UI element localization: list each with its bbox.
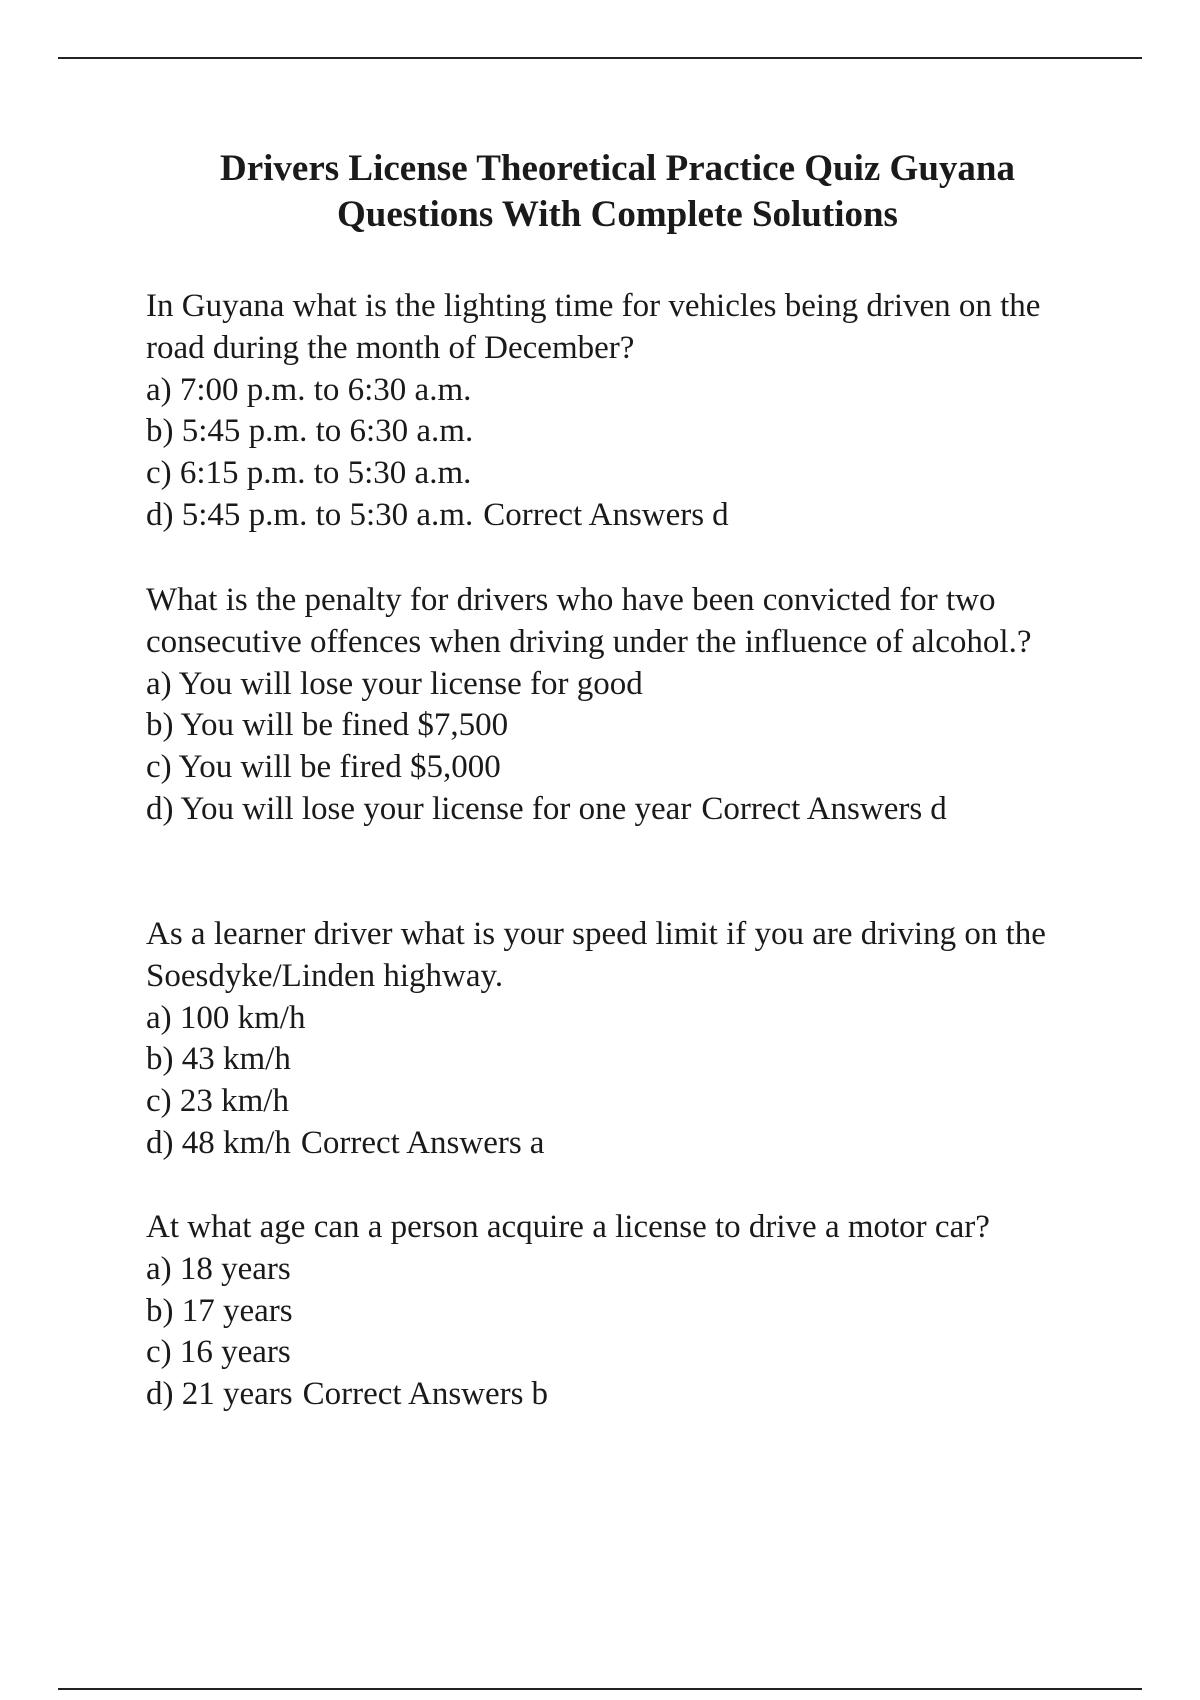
option-a: a) 18 years — [146, 1250, 291, 1287]
option-c: c) 23 km/h — [146, 1083, 289, 1120]
question-stem: In Guyana what is the lighting time for vehicles being driven on the road during the month of December? — [146, 288, 1041, 366]
option-d: d) 48 km/h — [146, 1124, 291, 1161]
correct-answer-value: a — [529, 1124, 545, 1161]
question-stem: What is the penalty for drivers who have been convicted for two consecutive offences when driving under the influence of alcohol.? — [146, 582, 1032, 660]
correct-answers-label: Correct Answers — [483, 496, 705, 533]
option-c: c) You will be fired $5,000 — [146, 749, 501, 786]
question-block — [146, 914, 1096, 1165]
correct-answer-value: d — [930, 790, 947, 827]
correct-answers-label: Correct Answers — [302, 1376, 524, 1413]
option-d: d) 5:45 p.m. to 5:30 a.m. — [146, 496, 474, 533]
correct-answer-value: b — [531, 1376, 548, 1413]
option-c: c) 16 years — [146, 1334, 291, 1371]
option-b: b) 5:45 p.m. to 6:30 a.m. — [146, 413, 474, 450]
option-d-row — [146, 495, 1096, 537]
question-block — [146, 1207, 1096, 1416]
option-c: c) 6:15 p.m. to 5:30 a.m. — [146, 455, 472, 492]
bottom-rule — [58, 1688, 1142, 1690]
title-line-2: Questions With Complete Solutions — [337, 194, 898, 235]
title-line-1: Drivers License Theoretical Practice Quiz Guyana — [220, 148, 1015, 189]
option-d: d) You will lose your license for one year — [146, 790, 692, 827]
correct-answer-value: d — [712, 496, 729, 533]
top-rule — [58, 57, 1142, 59]
option-a: a) 7:00 p.m. to 6:30 a.m. — [146, 371, 472, 408]
option-b: b) You will be fined $7,500 — [146, 707, 509, 744]
question-block — [146, 286, 1096, 537]
option-d: d) 21 years — [146, 1376, 293, 1413]
correct-answers-label: Correct Answers — [701, 790, 923, 827]
option-a: a) 100 km/h — [146, 999, 306, 1036]
option-b: b) 43 km/h — [146, 1041, 291, 1078]
document-title — [100, 146, 1135, 238]
question-block — [146, 580, 1096, 831]
correct-answers-label: Correct Answers — [300, 1124, 522, 1161]
option-b: b) 17 years — [146, 1292, 293, 1329]
question-stem: At what age can a person acquire a license to drive a motor car? — [146, 1209, 990, 1245]
option-d-row — [146, 789, 1096, 831]
option-d-row — [146, 1123, 1096, 1165]
option-a: a) You will lose your license for good — [146, 665, 643, 702]
question-stem: As a learner driver what is your speed limit if you are driving on the Soesdyke/Linden highway. — [146, 916, 1046, 994]
option-d-row — [146, 1374, 1096, 1416]
